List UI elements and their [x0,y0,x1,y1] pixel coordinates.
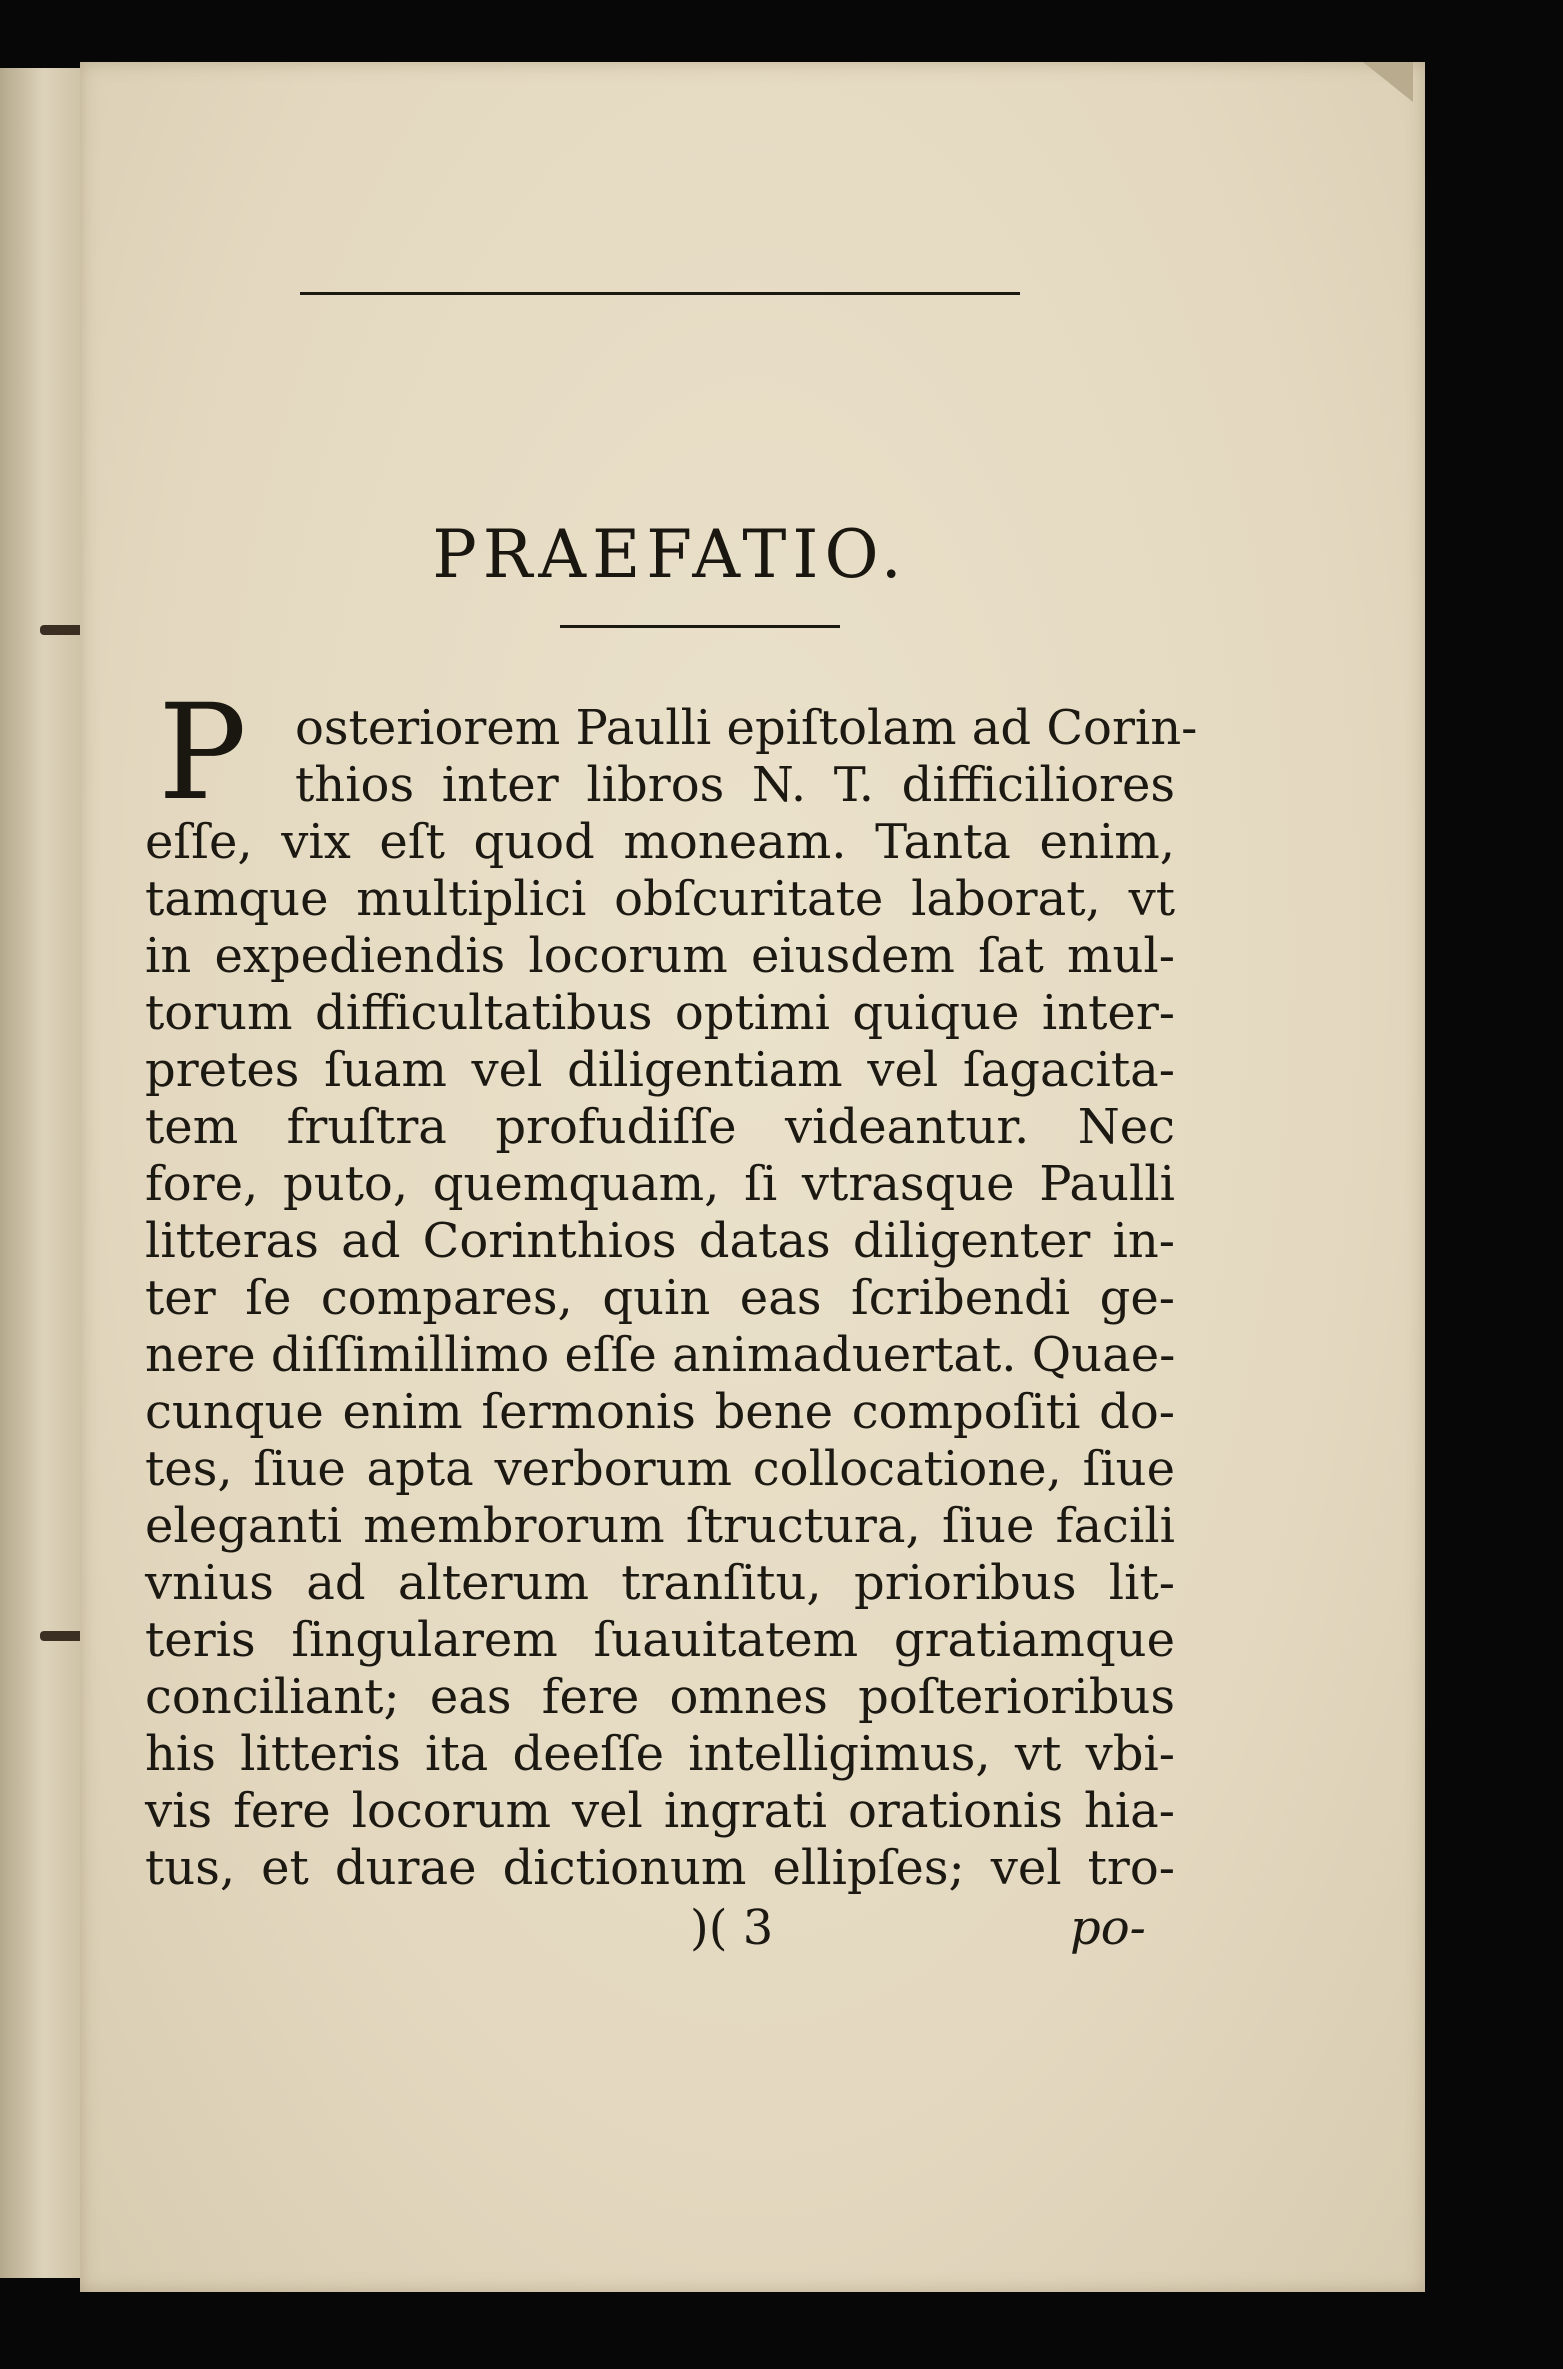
text-line: eſſe, vix eſt quod moneam. Tanta enim, [145,814,1175,870]
catchword: po- [1070,1900,1146,1956]
text-line: osteriorem Paulli epiſtolam ad Corin- [295,700,1198,756]
text-line: thios inter libros N. T. difficiliores [295,757,1175,813]
facing-page-edge [0,68,83,2278]
text-line: teris ſingularem ſuauitatem gratiamque [145,1612,1175,1668]
text-line: nere diſſimillimo eſſe animaduertat. Quae- [145,1327,1176,1383]
text-line: vis fere locorum vel ingrati orationis hia- [145,1783,1175,1839]
text-line: conciliant; eas fere omnes poſterioribus [145,1669,1175,1725]
text-line: ter ſe compares, quin eas ſcribendi ge- [145,1270,1175,1326]
text-line: tem fruſtra profudiſſe videantur. Nec [145,1099,1175,1155]
text-line: pretes ſuam vel diligentiam vel ſagacita- [145,1042,1175,1098]
page-title: PRAEFATIO. [432,516,908,593]
text-line: litteras ad Corinthios datas diligenter in- [145,1213,1175,1269]
signature-mark: )( 3 [690,1900,774,1956]
text-line: tamque multiplici obſcuritate laborat, vt [145,871,1175,927]
text-line: tus, et durae dictionum ellipſes; vel tro- [145,1840,1175,1896]
text-line: tes, ſiue apta verborum collocatione, ſiue [145,1441,1175,1497]
text-line: fore, puto, quemquam, ſi vtrasque Paulli [145,1156,1175,1212]
text-line: his litteris ita deeſſe intelligimus, vt vbi- [145,1726,1175,1782]
title-rule [560,625,840,628]
text-line: in expediendis locorum eiusdem ſat mul- [145,928,1175,984]
text-line: eleganti membrorum ſtructura, ſiue facili [145,1498,1175,1554]
drop-cap: P [158,676,247,830]
text-line: cunque enim ſermonis bene compoſiti do- [145,1384,1175,1440]
text-line: torum difficultatibus optimi quique inter- [145,985,1175,1041]
header-rule [300,292,1020,295]
body-text [145,700,1198,1897]
text-line: vnius ad alterum tranſitu, prioribus lit- [145,1555,1175,1611]
